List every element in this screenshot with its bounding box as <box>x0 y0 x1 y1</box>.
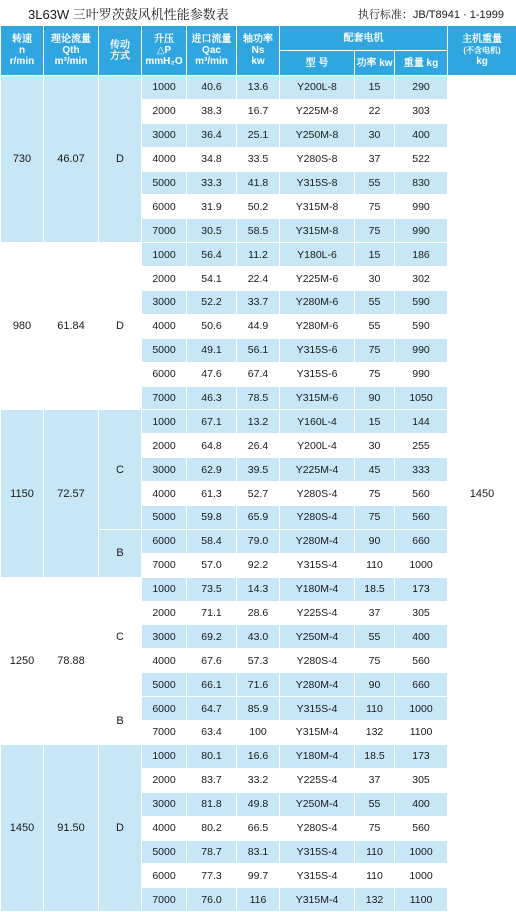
motor-model-cell: Y200L-4 <box>280 434 355 458</box>
motor-weight-cell: 400 <box>395 792 448 816</box>
motor-weight-cell: 590 <box>395 314 448 338</box>
shaft-power-cell: 33.7 <box>237 291 280 315</box>
motor-weight-cell: 990 <box>395 362 448 386</box>
shaft-power-cell: 52.7 <box>237 482 280 506</box>
motor-weight-cell: 173 <box>395 744 448 768</box>
motor-weight-cell: 305 <box>395 768 448 792</box>
motor-power-cell: 132 <box>355 888 395 912</box>
motor-power-cell: 55 <box>355 314 395 338</box>
shaft-power-cell: 79.0 <box>237 529 280 553</box>
header-model: 型 号 <box>280 51 355 76</box>
shaft-power-cell: 28.6 <box>237 601 280 625</box>
theory-flow-cell: 91.50 <box>44 744 99 911</box>
motor-weight-cell: 305 <box>395 601 448 625</box>
motor-weight-cell: 333 <box>395 458 448 482</box>
intake-flow-cell: 56.4 <box>187 243 237 267</box>
shaft-power-cell: 16.7 <box>237 99 280 123</box>
drive-cell: C <box>99 577 142 696</box>
drive-cell: D <box>99 744 142 911</box>
header-shaft-power: 轴功率 Ns kw <box>237 26 280 76</box>
pressure-cell: 4000 <box>142 649 187 673</box>
shaft-power-cell: 100 <box>237 721 280 745</box>
pressure-cell: 6000 <box>142 697 187 721</box>
motor-model-cell: Y315S-4 <box>280 864 355 888</box>
motor-weight-cell: 290 <box>395 76 448 100</box>
pressure-cell: 7000 <box>142 219 187 243</box>
intake-flow-cell: 64.7 <box>187 697 237 721</box>
motor-power-cell: 55 <box>355 291 395 315</box>
shaft-power-cell: 50.2 <box>237 195 280 219</box>
speed-cell: 980 <box>1 243 44 410</box>
motor-power-cell: 75 <box>355 816 395 840</box>
motor-power-cell: 90 <box>355 386 395 410</box>
shaft-power-cell: 22.4 <box>237 267 280 291</box>
shaft-power-cell: 41.8 <box>237 171 280 195</box>
shaft-power-cell: 71.6 <box>237 673 280 697</box>
motor-model-cell: Y225M-8 <box>280 99 355 123</box>
intake-flow-cell: 76.0 <box>187 888 237 912</box>
motor-model-cell: Y225S-4 <box>280 768 355 792</box>
drive-cell: C <box>99 410 142 529</box>
motor-power-cell: 30 <box>355 434 395 458</box>
intake-flow-cell: 59.8 <box>187 506 237 530</box>
pressure-cell: 3000 <box>142 625 187 649</box>
motor-weight-cell: 144 <box>395 410 448 434</box>
theory-flow-cell: 72.57 <box>44 410 99 577</box>
motor-model-cell: Y200L-8 <box>280 76 355 100</box>
header-host-weight: 主机重量 (不含电机) kg <box>448 26 516 76</box>
motor-power-cell: 30 <box>355 123 395 147</box>
intake-flow-cell: 71.1 <box>187 601 237 625</box>
intake-flow-cell: 67.6 <box>187 649 237 673</box>
motor-weight-cell: 1000 <box>395 840 448 864</box>
pressure-cell: 5000 <box>142 171 187 195</box>
shaft-power-cell: 83.1 <box>237 840 280 864</box>
motor-model-cell: Y180M-4 <box>280 577 355 601</box>
shaft-power-cell: 43.0 <box>237 625 280 649</box>
shaft-power-cell: 66.5 <box>237 816 280 840</box>
motor-weight-cell: 1100 <box>395 888 448 912</box>
header-weight: 重量 kg <box>395 51 448 76</box>
shaft-power-cell: 13.2 <box>237 410 280 434</box>
motor-power-cell: 15 <box>355 410 395 434</box>
motor-weight-cell: 830 <box>395 171 448 195</box>
pressure-cell: 6000 <box>142 362 187 386</box>
shaft-power-cell: 14.3 <box>237 577 280 601</box>
motor-power-cell: 90 <box>355 529 395 553</box>
pressure-cell: 5000 <box>142 673 187 697</box>
intake-flow-cell: 63.4 <box>187 721 237 745</box>
pressure-cell: 4000 <box>142 482 187 506</box>
motor-power-cell: 55 <box>355 625 395 649</box>
drive-cell: D <box>99 76 142 243</box>
motor-power-cell: 55 <box>355 171 395 195</box>
table-row <box>1 243 516 267</box>
pressure-cell: 3000 <box>142 123 187 147</box>
intake-flow-cell: 69.2 <box>187 625 237 649</box>
pressure-cell: 3000 <box>142 792 187 816</box>
motor-model-cell: Y315M-6 <box>280 386 355 410</box>
intake-flow-cell: 52.2 <box>187 291 237 315</box>
speed-cell: 1250 <box>1 577 44 744</box>
motor-model-cell: Y315M-4 <box>280 888 355 912</box>
motor-weight-cell: 990 <box>395 338 448 362</box>
speed-cell: 1450 <box>1 744 44 911</box>
intake-flow-cell: 36.4 <box>187 123 237 147</box>
theory-flow-cell: 46.07 <box>44 76 99 243</box>
intake-flow-cell: 31.9 <box>187 195 237 219</box>
motor-power-cell: 45 <box>355 458 395 482</box>
intake-flow-cell: 47.6 <box>187 362 237 386</box>
motor-weight-cell: 1050 <box>395 386 448 410</box>
motor-weight-cell: 990 <box>395 219 448 243</box>
motor-weight-cell: 303 <box>395 99 448 123</box>
intake-flow-cell: 77.3 <box>187 864 237 888</box>
motor-power-cell: 110 <box>355 864 395 888</box>
motor-weight-cell: 560 <box>395 506 448 530</box>
motor-weight-cell: 660 <box>395 673 448 697</box>
motor-model-cell: Y225M-4 <box>280 458 355 482</box>
motor-model-cell: Y315S-4 <box>280 840 355 864</box>
table-row <box>1 577 516 601</box>
motor-model-cell: Y315S-4 <box>280 697 355 721</box>
motor-model-cell: Y280S-4 <box>280 506 355 530</box>
pressure-cell: 6000 <box>142 529 187 553</box>
motor-model-cell: Y315S-4 <box>280 553 355 577</box>
shaft-power-cell: 58.5 <box>237 219 280 243</box>
motor-model-cell: Y280S-4 <box>280 482 355 506</box>
motor-power-cell: 75 <box>355 219 395 243</box>
motor-weight-cell: 560 <box>395 482 448 506</box>
intake-flow-cell: 34.8 <box>187 147 237 171</box>
motor-model-cell: Y315S-8 <box>280 171 355 195</box>
host-weight-cell: 1450 <box>448 76 516 912</box>
intake-flow-cell: 66.1 <box>187 673 237 697</box>
intake-flow-cell: 50.6 <box>187 314 237 338</box>
intake-flow-cell: 33.3 <box>187 171 237 195</box>
standard-label: 执行标准：JB/T8941 · 1-1999 <box>358 6 504 22</box>
motor-power-cell: 75 <box>355 362 395 386</box>
header-power: 功率 kw <box>355 51 395 76</box>
motor-power-cell: 75 <box>355 649 395 673</box>
header-pressure: 升压 △P mmH₂O <box>142 26 187 76</box>
intake-flow-cell: 30.5 <box>187 219 237 243</box>
motor-model-cell: Y315M-8 <box>280 219 355 243</box>
motor-weight-cell: 522 <box>395 147 448 171</box>
shaft-power-cell: 56.1 <box>237 338 280 362</box>
pressure-cell: 5000 <box>142 338 187 362</box>
shaft-power-cell: 99.7 <box>237 864 280 888</box>
motor-power-cell: 18.5 <box>355 744 395 768</box>
motor-model-cell: Y160L-4 <box>280 410 355 434</box>
motor-model-cell: Y315S-6 <box>280 338 355 362</box>
motor-power-cell: 30 <box>355 267 395 291</box>
motor-model-cell: Y225M-6 <box>280 267 355 291</box>
table-body <box>1 76 516 912</box>
page-title: 3L63W 三叶罗茨鼓风机性能参数表 <box>28 4 229 23</box>
drive-cell: B <box>99 697 142 745</box>
motor-model-cell: Y250M-4 <box>280 792 355 816</box>
motor-weight-cell: 400 <box>395 625 448 649</box>
shaft-power-cell: 11.2 <box>237 243 280 267</box>
motor-power-cell: 37 <box>355 601 395 625</box>
intake-flow-cell: 83.7 <box>187 768 237 792</box>
speed-cell: 730 <box>1 76 44 243</box>
pressure-cell: 4000 <box>142 147 187 171</box>
motor-power-cell: 37 <box>355 147 395 171</box>
shaft-power-cell: 49.8 <box>237 792 280 816</box>
motor-model-cell: Y315M-8 <box>280 195 355 219</box>
pressure-cell: 2000 <box>142 601 187 625</box>
motor-model-cell: Y280M-6 <box>280 314 355 338</box>
motor-model-cell: Y280M-4 <box>280 673 355 697</box>
motor-power-cell: 132 <box>355 721 395 745</box>
shaft-power-cell: 85.9 <box>237 697 280 721</box>
motor-model-cell: Y315M-4 <box>280 721 355 745</box>
shaft-power-cell: 78.5 <box>237 386 280 410</box>
shaft-power-cell: 39.5 <box>237 458 280 482</box>
motor-power-cell: 75 <box>355 506 395 530</box>
header-intake-flow: 进口流量 Qac m³/min <box>187 26 237 76</box>
table-header <box>1 26 516 76</box>
intake-flow-cell: 46.3 <box>187 386 237 410</box>
motor-power-cell: 18.5 <box>355 577 395 601</box>
intake-flow-cell: 80.1 <box>187 744 237 768</box>
pressure-cell: 3000 <box>142 291 187 315</box>
intake-flow-cell: 38.3 <box>187 99 237 123</box>
motor-model-cell: Y280M-6 <box>280 291 355 315</box>
intake-flow-cell: 58.4 <box>187 529 237 553</box>
parameter-table <box>0 25 516 912</box>
pressure-cell: 7000 <box>142 721 187 745</box>
pressure-cell: 6000 <box>142 195 187 219</box>
motor-model-cell: Y315S-6 <box>280 362 355 386</box>
motor-model-cell: Y250M-4 <box>280 625 355 649</box>
pressure-cell: 7000 <box>142 553 187 577</box>
intake-flow-cell: 80.2 <box>187 816 237 840</box>
motor-power-cell: 110 <box>355 697 395 721</box>
pressure-cell: 1000 <box>142 744 187 768</box>
header-motor: 配套电机 <box>280 26 448 51</box>
intake-flow-cell: 81.8 <box>187 792 237 816</box>
pressure-cell: 2000 <box>142 768 187 792</box>
header-theory-flow: 理论流量 Qth m³/min <box>44 26 99 76</box>
motor-power-cell: 55 <box>355 792 395 816</box>
motor-model-cell: Y180L-6 <box>280 243 355 267</box>
shaft-power-cell: 25.1 <box>237 123 280 147</box>
intake-flow-cell: 54.1 <box>187 267 237 291</box>
intake-flow-cell: 78.7 <box>187 840 237 864</box>
motor-weight-cell: 660 <box>395 529 448 553</box>
motor-power-cell: 75 <box>355 482 395 506</box>
pressure-cell: 1000 <box>142 76 187 100</box>
pressure-cell: 2000 <box>142 434 187 458</box>
intake-flow-cell: 64.8 <box>187 434 237 458</box>
motor-model-cell: Y180M-4 <box>280 744 355 768</box>
shaft-power-cell: 92.2 <box>237 553 280 577</box>
shaft-power-cell: 67.4 <box>237 362 280 386</box>
shaft-power-cell: 33.5 <box>237 147 280 171</box>
motor-weight-cell: 173 <box>395 577 448 601</box>
intake-flow-cell: 62.9 <box>187 458 237 482</box>
pressure-cell: 6000 <box>142 864 187 888</box>
motor-weight-cell: 590 <box>395 291 448 315</box>
shaft-power-cell: 57.3 <box>237 649 280 673</box>
motor-weight-cell: 560 <box>395 649 448 673</box>
title-bar <box>0 0 516 24</box>
pressure-cell: 4000 <box>142 816 187 840</box>
pressure-cell: 5000 <box>142 506 187 530</box>
motor-weight-cell: 1000 <box>395 553 448 577</box>
pressure-cell: 1000 <box>142 410 187 434</box>
motor-weight-cell: 990 <box>395 195 448 219</box>
speed-cell: 1150 <box>1 410 44 577</box>
theory-flow-cell: 61.84 <box>44 243 99 410</box>
header-speed: 转速 n r/min <box>1 26 44 76</box>
shaft-power-cell: 33.2 <box>237 768 280 792</box>
table-row <box>1 744 516 768</box>
pressure-cell: 1000 <box>142 243 187 267</box>
intake-flow-cell: 40.6 <box>187 76 237 100</box>
table-row <box>1 76 516 100</box>
shaft-power-cell: 65.9 <box>237 506 280 530</box>
motor-power-cell: 37 <box>355 768 395 792</box>
motor-weight-cell: 302 <box>395 267 448 291</box>
motor-model-cell: Y280S-4 <box>280 816 355 840</box>
motor-power-cell: 110 <box>355 840 395 864</box>
intake-flow-cell: 49.1 <box>187 338 237 362</box>
motor-power-cell: 110 <box>355 553 395 577</box>
intake-flow-cell: 61.3 <box>187 482 237 506</box>
table-row <box>1 410 516 434</box>
intake-flow-cell: 57.0 <box>187 553 237 577</box>
pressure-cell: 3000 <box>142 458 187 482</box>
theory-flow-cell: 78.88 <box>44 577 99 744</box>
pressure-cell: 1000 <box>142 577 187 601</box>
shaft-power-cell: 44.9 <box>237 314 280 338</box>
motor-weight-cell: 1000 <box>395 864 448 888</box>
motor-weight-cell: 186 <box>395 243 448 267</box>
motor-power-cell: 75 <box>355 195 395 219</box>
motor-weight-cell: 400 <box>395 123 448 147</box>
drive-cell: D <box>99 243 142 410</box>
motor-weight-cell: 560 <box>395 816 448 840</box>
pressure-cell: 7000 <box>142 888 187 912</box>
pressure-cell: 2000 <box>142 99 187 123</box>
pressure-cell: 7000 <box>142 386 187 410</box>
motor-model-cell: Y280M-4 <box>280 529 355 553</box>
motor-model-cell: Y225S-4 <box>280 601 355 625</box>
intake-flow-cell: 67.1 <box>187 410 237 434</box>
shaft-power-cell: 13.6 <box>237 76 280 100</box>
pressure-cell: 2000 <box>142 267 187 291</box>
drive-cell: B <box>99 529 142 577</box>
pressure-cell: 4000 <box>142 314 187 338</box>
motor-model-cell: Y280S-8 <box>280 147 355 171</box>
motor-power-cell: 15 <box>355 76 395 100</box>
shaft-power-cell: 116 <box>237 888 280 912</box>
motor-weight-cell: 1000 <box>395 697 448 721</box>
motor-model-cell: Y280S-4 <box>280 649 355 673</box>
motor-weight-cell: 1100 <box>395 721 448 745</box>
motor-power-cell: 15 <box>355 243 395 267</box>
motor-model-cell: Y250M-8 <box>280 123 355 147</box>
motor-power-cell: 75 <box>355 338 395 362</box>
pressure-cell: 5000 <box>142 840 187 864</box>
motor-power-cell: 22 <box>355 99 395 123</box>
motor-power-cell: 90 <box>355 673 395 697</box>
motor-weight-cell: 255 <box>395 434 448 458</box>
shaft-power-cell: 26.4 <box>237 434 280 458</box>
intake-flow-cell: 73.5 <box>187 577 237 601</box>
header-drive: 传动 方式 <box>99 26 142 76</box>
shaft-power-cell: 16.6 <box>237 744 280 768</box>
